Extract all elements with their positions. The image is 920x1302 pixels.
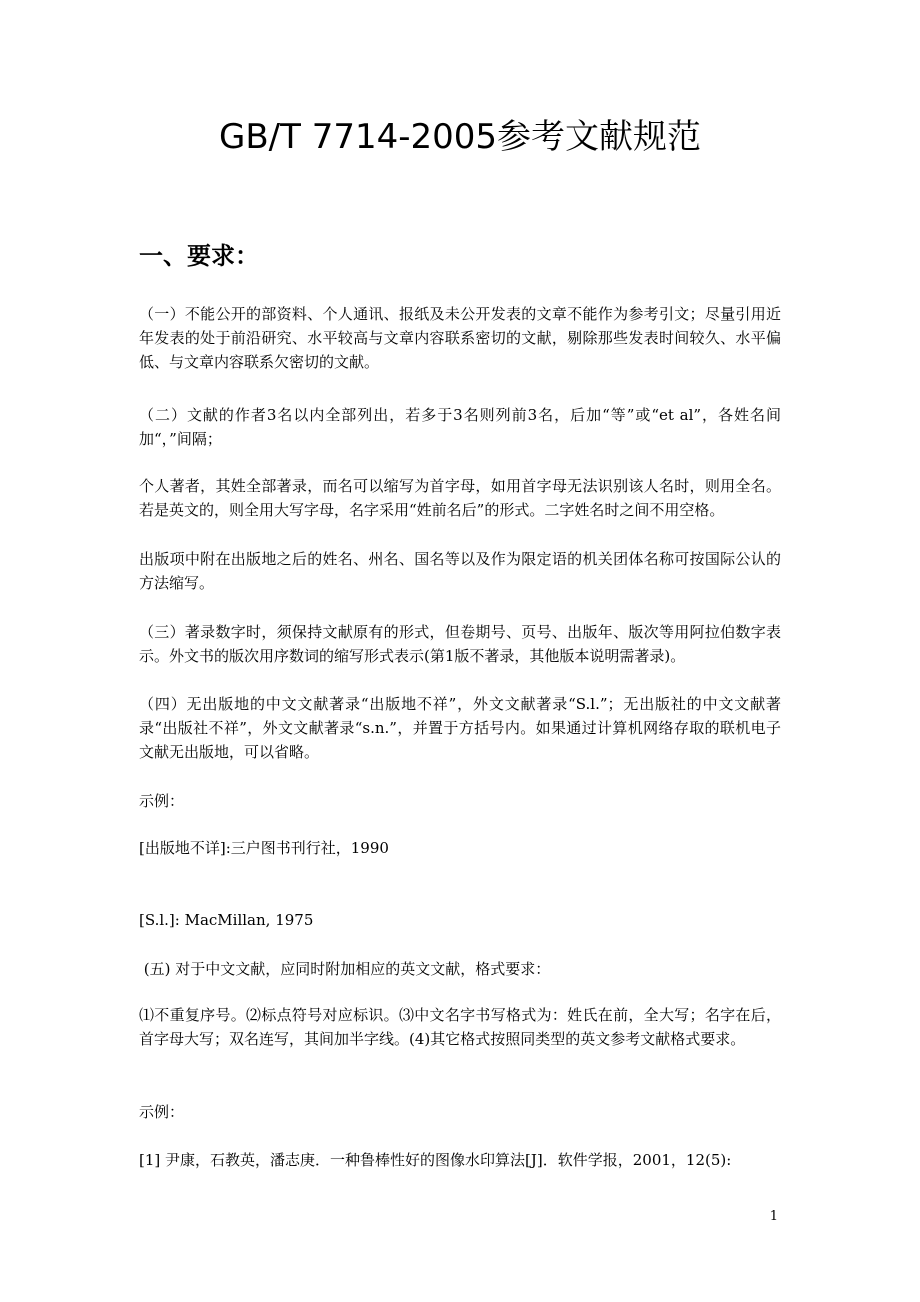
paragraph-author-rules: （二）文献的作者3名以内全部列出，若多于3名则列前3名，后加“等”或“et al”，各姓名间加“，”间隔； bbox=[139, 406, 781, 448]
paragraph-publication-abbrev: 出版项中附在出版地之后的姓名、州名、国名等以及作为限定语的机关团体名称可按国际公认的方法缩写。 bbox=[139, 550, 781, 592]
example-label: 示例： bbox=[139, 792, 185, 810]
section-heading: 一、要求： bbox=[139, 241, 259, 270]
example-label-2: 示例： bbox=[139, 1103, 185, 1121]
example-english: [S.l.]: MacMillan, 1975 bbox=[139, 911, 314, 929]
page-number: 1 bbox=[769, 1209, 778, 1224]
example-chinese: [出版地不详]:三户图书刊行社，1990 bbox=[139, 839, 389, 857]
document-title: GB/T 7714-2005参考文献规范 bbox=[218, 117, 702, 157]
paragraph-number-format: （三）著录数字时，须保持文献原有的形式，但卷期号、页号、出版年、版次等用阿拉伯数字表示。外文书的版次用序数词的缩写形式表示(第1版不著录，其他版本说明需著录)。 bbox=[139, 623, 781, 665]
reference-example: [1] 尹康，石教英，潘志庚．一种鲁棒性好的图像水印算法[J]．软件学报，2001，12(5): bbox=[139, 1151, 732, 1169]
paragraph-missing-publisher: （四）无出版地的中文文献著录“出版地不祥”，外文文献著录“S.l.”；无出版社的中文文献著录“出版社不祥”，外文文献著录“s.n.”，并置于方括号内。如果通过计算机网络存取的联机电子文献无出版地，可以省略。 bbox=[139, 695, 781, 761]
paragraph-english-translation: (五) 对于中文文献，应同时附加相应的英文文献，格式要求： bbox=[139, 960, 551, 978]
paragraph-exclusion-rules: （一）不能公开的部资料、个人通讯、报纸及未公开发表的文章不能作为参考引文；尽量引用近年发表的处于前沿研究、水平较高与文章内容联系密切的文献，剔除那些发表时间较久、水平偏低、与文章内容联系欠密切的文献。 bbox=[139, 305, 781, 371]
paragraph-personal-author: 个人著者，其姓全部著录，而名可以缩写为首字母，如用首字母无法识别该人名时，则用全名。若是英文的，则全用大写字母，名字采用“姓前名后”的形式。二字姓名时之间不用空格。 bbox=[139, 477, 781, 519]
paragraph-format-rules: ⑴不重复序号。⑵标点符号对应标识。⑶中文名字书写格式为：姓氏在前，全大写；名字在后，首字母大写；双名连写，其间加半字线。(4)其它格式按照同类型的英文参考文献格式要求。 bbox=[139, 1006, 781, 1048]
